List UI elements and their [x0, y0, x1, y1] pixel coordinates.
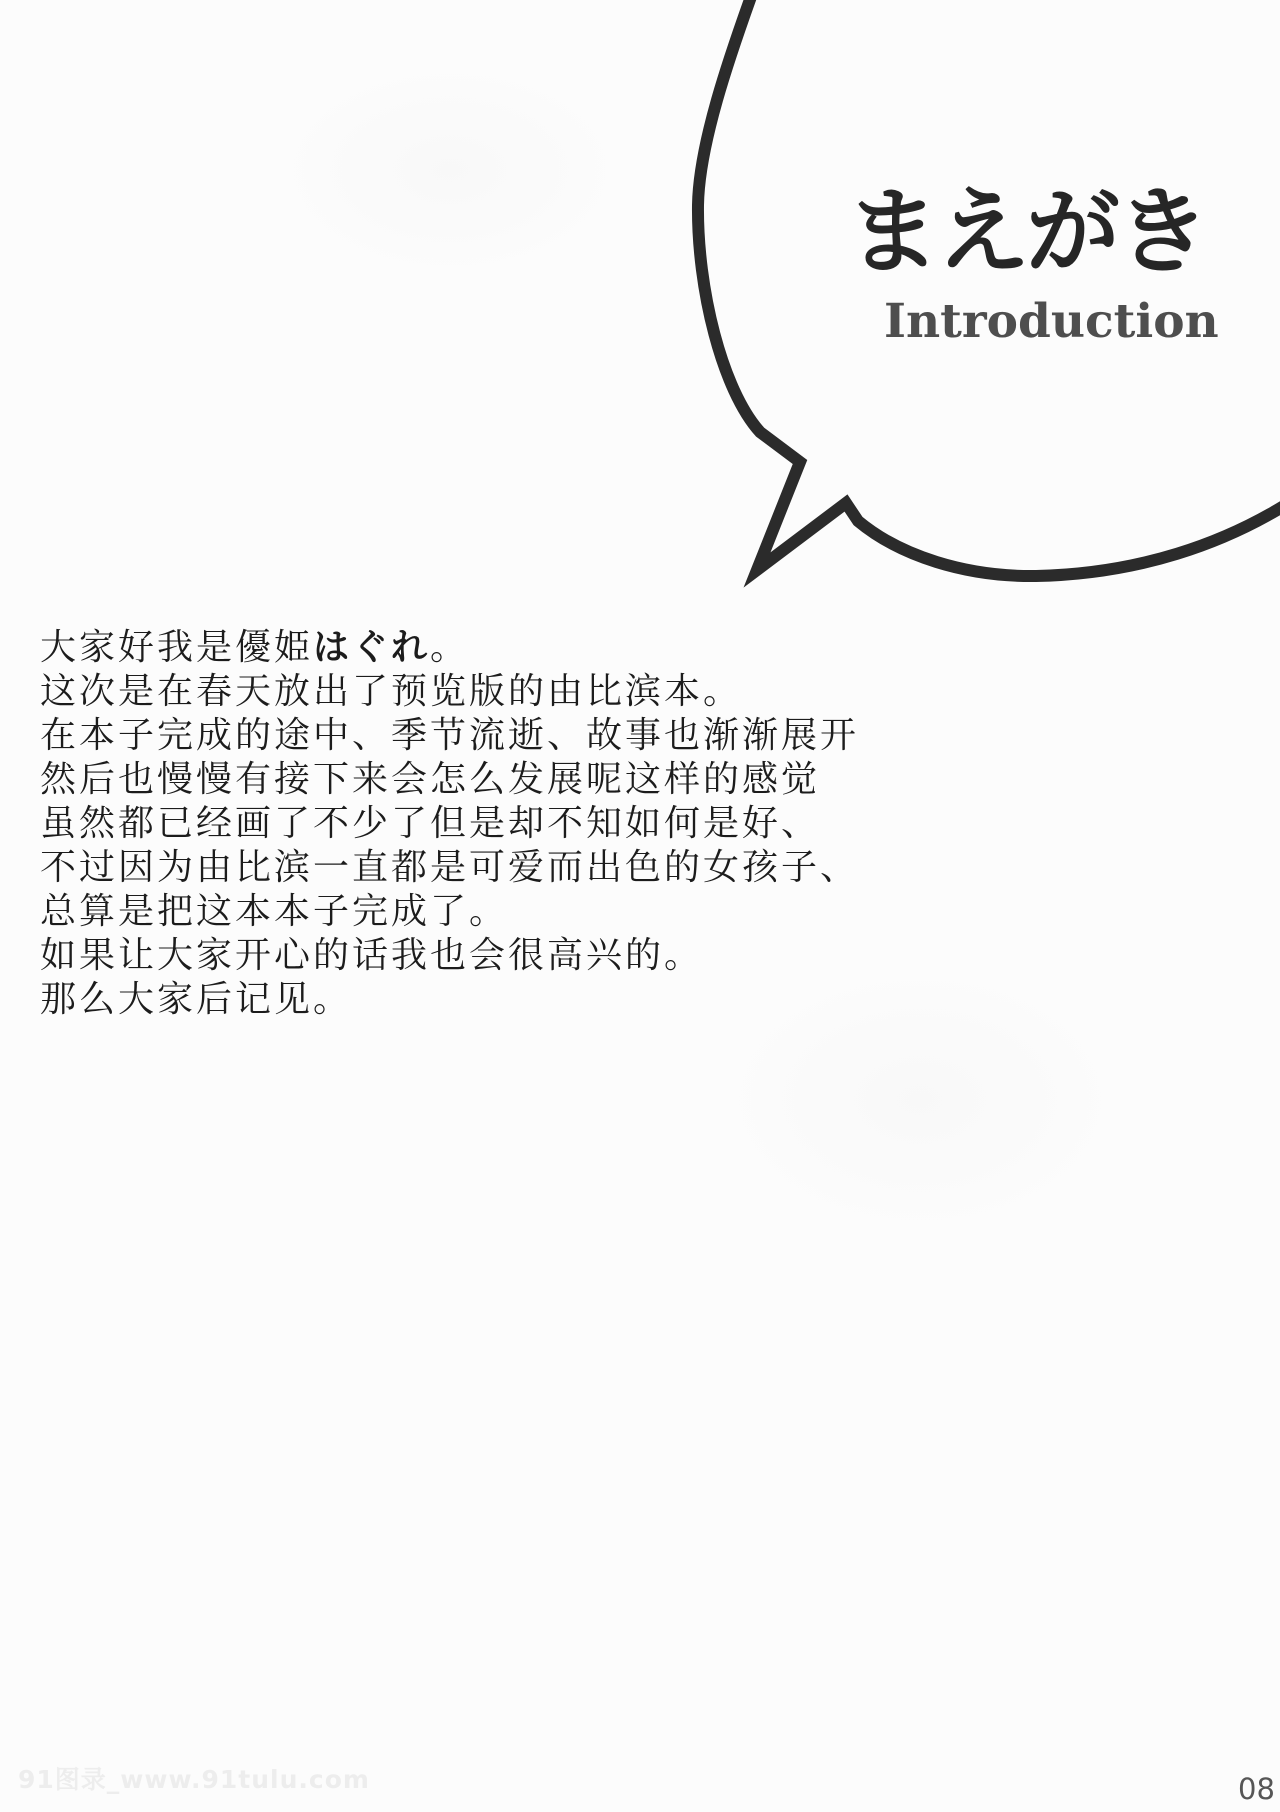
intro-line-1 — [40, 626, 940, 670]
introduction-text-block — [40, 626, 940, 1022]
speech-bubble-outline — [698, 0, 1280, 576]
intro-line-7: 总算是把这本本子完成了。 — [40, 891, 509, 932]
intro-line-1-period: 。 — [430, 627, 470, 668]
intro-line-1-regular: 大家好我是優姫 — [40, 627, 314, 668]
watermark: 91图录_www.91tulu.com — [18, 1765, 370, 1794]
intro-line-9: 那么大家后记见。 — [40, 979, 353, 1020]
intro-line-8: 如果让大家开心的话我也会很高兴的。 — [40, 935, 704, 976]
intro-line-5: 虽然都已经画了不少了但是却不知如何是好、 — [40, 803, 821, 844]
intro-line-2: 这次是在春天放出了预览版的由比滨本。 — [40, 671, 743, 712]
intro-line-3: 在本子完成的途中、季节流逝、故事也渐渐展开 — [40, 715, 860, 756]
bubble-subtitle-english: Introduction — [884, 294, 1219, 349]
bubble-title-japanese: まえがき — [846, 178, 1207, 287]
intro-line-6: 不过因为由比滨一直都是可爱而出色的女孩子、 — [40, 847, 860, 888]
intro-line-1-bold: はぐれ — [313, 627, 431, 668]
page-number: 08 — [1238, 1772, 1275, 1806]
intro-line-4: 然后也慢慢有接下来会怎么发展呢这样的感觉 — [40, 759, 821, 800]
